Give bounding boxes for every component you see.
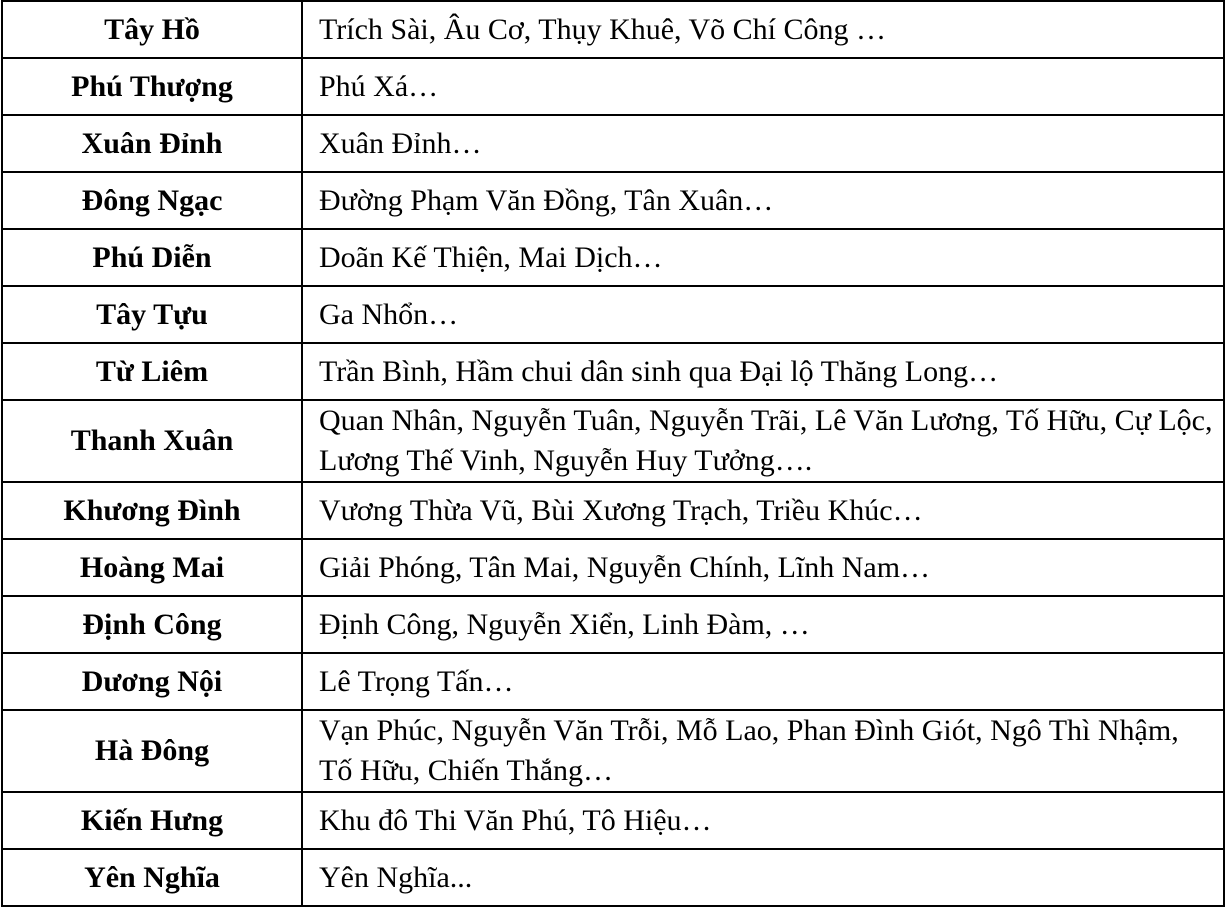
ward-name-cell: Từ Liêm bbox=[2, 343, 302, 400]
ward-name-cell: Đông Ngạc bbox=[2, 172, 302, 229]
ward-name-cell: Yên Nghĩa bbox=[2, 849, 302, 906]
ward-name-cell: Hoàng Mai bbox=[2, 539, 302, 596]
table-row bbox=[2, 792, 1224, 849]
table-row bbox=[2, 400, 1224, 482]
ward-name-cell: Thanh Xuân bbox=[2, 400, 302, 482]
streets-cell: Khu đô Thi Văn Phú, Tô Hiệu… bbox=[302, 792, 1224, 849]
table-row bbox=[2, 172, 1224, 229]
table-row bbox=[2, 849, 1224, 906]
streets-cell: Định Công, Nguyễn Xiển, Linh Đàm, … bbox=[302, 596, 1224, 653]
table-row bbox=[2, 115, 1224, 172]
streets-cell: Trần Bình, Hầm chui dân sinh qua Đại lộ Thăng Long… bbox=[302, 343, 1224, 400]
ward-name-cell: Khương Đình bbox=[2, 482, 302, 539]
ward-street-table bbox=[1, 0, 1225, 907]
table-row bbox=[2, 58, 1224, 115]
streets-cell: Quan Nhân, Nguyễn Tuân, Nguyễn Trãi, Lê Văn Lương, Tố Hữu, Cự Lộc, Lương Thế Vinh, Nguyễn Huy Tưởng…. bbox=[302, 400, 1224, 482]
streets-cell: Vạn Phúc, Nguyễn Văn Trỗi, Mỗ Lao, Phan Đình Giót, Ngô Thì Nhậm, Tố Hữu, Chiến Thắng… bbox=[302, 710, 1224, 792]
ward-name-cell: Tây Tựu bbox=[2, 286, 302, 343]
streets-cell: Lê Trọng Tấn… bbox=[302, 653, 1224, 710]
table-row bbox=[2, 286, 1224, 343]
table-row bbox=[2, 596, 1224, 653]
table-row bbox=[2, 343, 1224, 400]
table-row bbox=[2, 653, 1224, 710]
streets-cell: Yên Nghĩa... bbox=[302, 849, 1224, 906]
ward-name-cell: Định Công bbox=[2, 596, 302, 653]
ward-name-cell: Hà Đông bbox=[2, 710, 302, 792]
table-row bbox=[2, 229, 1224, 286]
streets-cell: Đường Phạm Văn Đồng, Tân Xuân… bbox=[302, 172, 1224, 229]
ward-name-cell: Xuân Đỉnh bbox=[2, 115, 302, 172]
table-row bbox=[2, 1, 1224, 58]
streets-cell: Ga Nhổn… bbox=[302, 286, 1224, 343]
ward-name-cell: Dương Nội bbox=[2, 653, 302, 710]
streets-cell: Xuân Đỉnh… bbox=[302, 115, 1224, 172]
streets-cell: Giải Phóng, Tân Mai, Nguyễn Chính, Lĩnh Nam… bbox=[302, 539, 1224, 596]
table-row bbox=[2, 482, 1224, 539]
streets-cell: Vương Thừa Vũ, Bùi Xương Trạch, Triều Khúc… bbox=[302, 482, 1224, 539]
streets-cell: Phú Xá… bbox=[302, 58, 1224, 115]
ward-name-cell: Phú Diễn bbox=[2, 229, 302, 286]
streets-cell: Trích Sài, Âu Cơ, Thụy Khuê, Võ Chí Công … bbox=[302, 1, 1224, 58]
ward-name-cell: Kiến Hưng bbox=[2, 792, 302, 849]
table-row bbox=[2, 710, 1224, 792]
streets-cell: Doãn Kế Thiện, Mai Dịch… bbox=[302, 229, 1224, 286]
table-row bbox=[2, 539, 1224, 596]
ward-name-cell: Phú Thượng bbox=[2, 58, 302, 115]
ward-name-cell: Tây Hồ bbox=[2, 1, 302, 58]
